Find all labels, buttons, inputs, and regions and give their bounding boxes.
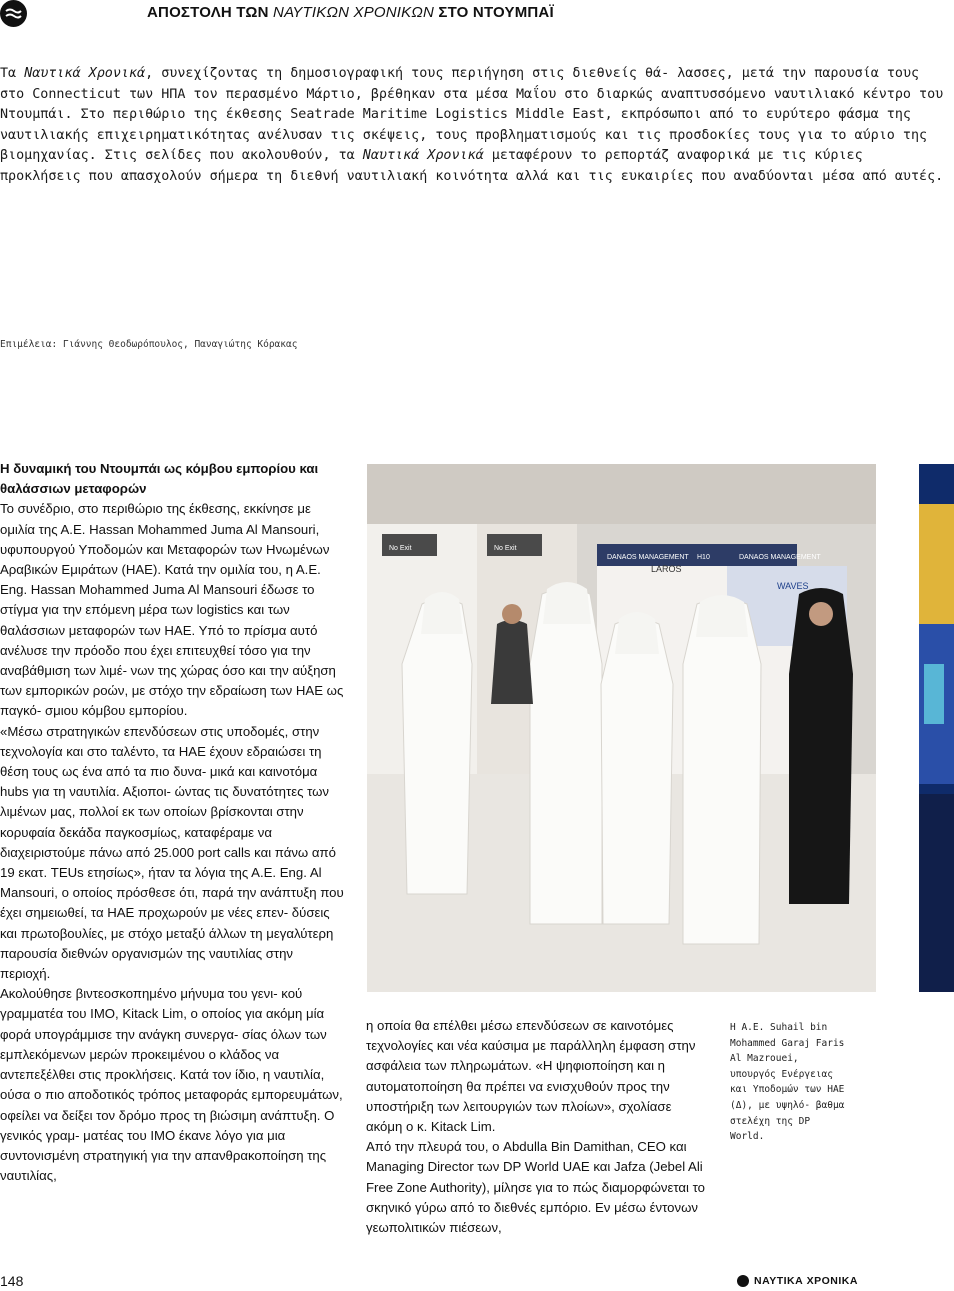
event-photo-illustration — [367, 464, 876, 992]
side-photo — [919, 464, 954, 992]
brand-logo-icon — [737, 1275, 749, 1287]
intro-italic-b: Ναυτικά Χρονικά — [362, 148, 484, 164]
title-italic: ΝΑΥΤΙΚΩΝ ΧΡΟΝΙΚΩΝ — [273, 4, 435, 21]
sign-left: No Exit — [389, 545, 412, 552]
article-paragraph-1: Το συνέδριο, στο περιθώριο της έκθεσης, εκκίνησε με ομιλία της Α.Ε. Hassan Mohammed Juma Al Mansouri, υφυπουργού Υποδομών και Μεταφορών των Ηνωμένων Αραβικών Εμιράτων (ΗΑΕ). Κατά την ομιλία του, η Α.Ε. Eng. Hassan Mohammed Juma Al Mansouri έδωσε το στίγμα για την επόμενη μέρα των logistics και των θαλάσσιων μεταφορών των ΗΑΕ. Υπό το πρίσμα αυτό ανέλυσε την πρόοδο που έχει επιτευχθεί τόσο για την αναβάθμιση των λιμέ- νων της χώρας όσο και την αύξηση των εμπορικών ροών, με στόχο την εδραίωση των ΗΑΕ ως παγκό- σμιου κόμβου εμπορίου. — [0, 501, 344, 719]
footer-brand — [737, 1275, 858, 1287]
event-photo — [367, 464, 876, 992]
article-subheading: Η δυναμική του Ντουμπάι ως κόμβου εμπορίου και θαλάσσιων μεταφορών — [0, 461, 319, 497]
magazine-logo-icon — [0, 0, 27, 27]
article-column-1 — [0, 459, 346, 1186]
section-title — [147, 4, 554, 21]
side-photo-illustration — [919, 464, 954, 992]
photo-caption: Η Α.Ε. Suhail bin Mohammed Garaj Faris Al Mazrouei, υπουργός Ενέργειας και Υποδομών των ΗΑΕ (Δ), με υψηλό- βαθμα στελέχη της DP World. — [730, 1022, 845, 1143]
intro-italic-a: Ναυτικά Χρονικά — [24, 66, 146, 81]
booth-label-4: WAVES — [777, 581, 809, 591]
title-part1: ΑΠΟΣΤΟΛΗ ΤΩΝ — [147, 4, 269, 21]
editor-credits: Επιμέλεια: Γιάννης Θεοδωρόπουλος, Παναγιώτης Κόρακας — [0, 339, 298, 350]
booth-label-1: DANAOS MANAGEMENT — [607, 554, 689, 561]
page-number: 148 — [0, 1273, 24, 1289]
wave-icon — [5, 7, 22, 20]
article-paragraph-3: Ακολούθησε βιντεοσκοπημένο μήνυμα του γενι- κού γραμματέα του IMO, Kitack Lim, ο οποίος για ακόμη μία φορά υπογράμμισε την ανάγκη συνεργα- σίας όλων των εμπλεκόμενων μερών προκειμένου ο κλάδος να αντεπεξέλθει στις προκλήσεις. Κατά τον ίδιο, η ναυτιλία, ούσα ο πιο αποδοτικός τρόπος μεταφοράς εμπορευμάτων, οφείλει να δείξει τον δρόμο προς τη βιώσιμη ανάπτυξη. Ο γενικός γραμ- ματέας του IMO έκανε λόγο για μια συντονισμένη στρατηγική για την απανθρακοποίηση της ναυτιλίας, — [0, 986, 343, 1184]
article-paragraph-4: η οποία θα επέλθει μέσω επενδύσεων σε καινοτόμες τεχνολογίες και νέα καύσιμα με παράλληλη έμφαση στην ασφάλεια των πληρωμάτων. «Η ψηφιοποίηση και η αυτοματοποίηση θα πρέπει να ενισχυθούν προς την υποστήριξη των λειτουργιών των πλοίων», σχολίασε ακόμη ο κ. Kitack Lim. — [366, 1018, 696, 1135]
footer-brand-name: ΝΑΥΤΙΚΑ ΧΡΟΝΙΚΑ — [754, 1275, 858, 1287]
intro-text-a: , συνεχίζοντας τη δημοσιογραφική τους περιήγηση στις διεθνείς θά- λασσες, μετά την παρουσία τους στο Connecticut των ΗΠΑ τον περασμένο Μάρτιο, βρέθηκαν στα μέσα Μαΐου στο διαρκώς αναπτυσσόμενο ναυτιλιακό κέντρο του Ντουμπάι. Στο περιθώριο της έκθεσης Seatrade Maritime Logistics Middle East, εκπρόσωποι από το ευρύτερο φάσμα της ναυτιλιακής επιχειρηματικότητας ανέλυσαν τις σκέψεις, τους προβληματισμούς και τις προσδοκίες τους για το αύριο της βιομηχανίας. Στις σελίδες που ακολουθούν, τα — [0, 66, 944, 164]
intro-text-b: μεταφέρουν το ρεπορτάζ αναφορικά με τις κύριες προκλήσεις που απασχολούν σήμερα τη διεθνή ναυτιλιακή κοινότητα αλλά και τις ευκαιρίες που αναδύονται μέσα από αυτές. — [0, 148, 944, 184]
booth-label-5: H10 — [697, 554, 710, 561]
sign-right: No Exit — [494, 545, 517, 552]
booth-label-2: DANAOS MANAGEMENT — [739, 554, 821, 561]
article-column-2 — [366, 1016, 711, 1238]
booth-label-3: LAROS — [651, 564, 682, 574]
article-paragraph-2: «Μέσω στρατηγικών επενδύσεων στις υποδομές, στην τεχνολογία και στο ταλέντο, τα ΗΑΕ έχουν εδραιώσει τη θέση τους ως ένα από τα πιο δυνα- μικά και καινοτόμα hubs για τη ναυτιλία. Αξιοποι- ώντας τις δυνατότητες των λιμένων μας, πολλοί εκ των οποίων βρίσκονται στην κορυφαία δεκάδα παγκοσμίως, καταφέραμε να διαχειριστούμε πάνω από 25.000 port calls και πάνω από 19 εκατ. TEUs ετησίως», ήταν τα λόγια της Α.Ε. Eng. Al Mansouri, ο οποίος πρόσθεσε ότι, παρά την ανάπτυξη που έχει σημειωθεί, τα ΗΑΕ προχωρούν με νέες επεν- δύσεις και πρωτοβουλίες, με στόχο μεταξύ άλλων τη μεγαλύτερη παρουσία διεθνών οργανισμών της ναυτιλίας στην περιοχή. — [0, 723, 344, 982]
article-paragraph-5: Από την πλευρά του, ο Abdulla Bin Damithan, CEO και Managing Director των DP World UAE και Jafza (Jebel Ali Free Zone Authority), μίλησε για το πώς διαμορφώνεται το σκηνικό γύρω από το διεθνές εμπόριο. Εν μέσω έντονων γεωπολιτικών πιέσεων, — [366, 1139, 705, 1236]
title-part2: ΣΤΟ ΝΤΟΥΜΠΑΪ — [438, 4, 554, 21]
intro-paragraph: Τα Ναυτικά Χρονικά, συνεχίζοντας τη δημοσιογραφική τους περιήγηση στις διεθνείς θά- λασσες, μετά την παρουσία τους στο Connecticut των ΗΠΑ τον περασμένο Μάρτιο, βρέθηκαν στα μέσα Μαΐου στο διαρκώς αναπτυσσόμενο ναυτιλιακό κέντρο του Ντουμπάι. Στο περιθώριο της έκθεσης Seatrade Maritime Logistics Middle East, εκπρόσωποι από το ευρύτερο φάσμα της ναυτιλιακής επιχειρηματικότητας ανέλυσαν τις σκέψεις, τους προβληματισμούς και τις προσδοκίες τους για το αύριο της βιομηχανίας. Στις σελίδες που ακολουθούν, τα Ναυτικά Χρονικά μεταφέρουν το ρεπορτάζ αναφορικά με τις κύριες προκλήσεις που απασχολούν σήμερα τη διεθνή ναυτιλιακή κοινότητα αλλά και τις ευκαιρίες που αναδύονται μέσα από αυτές. — [0, 66, 944, 184]
